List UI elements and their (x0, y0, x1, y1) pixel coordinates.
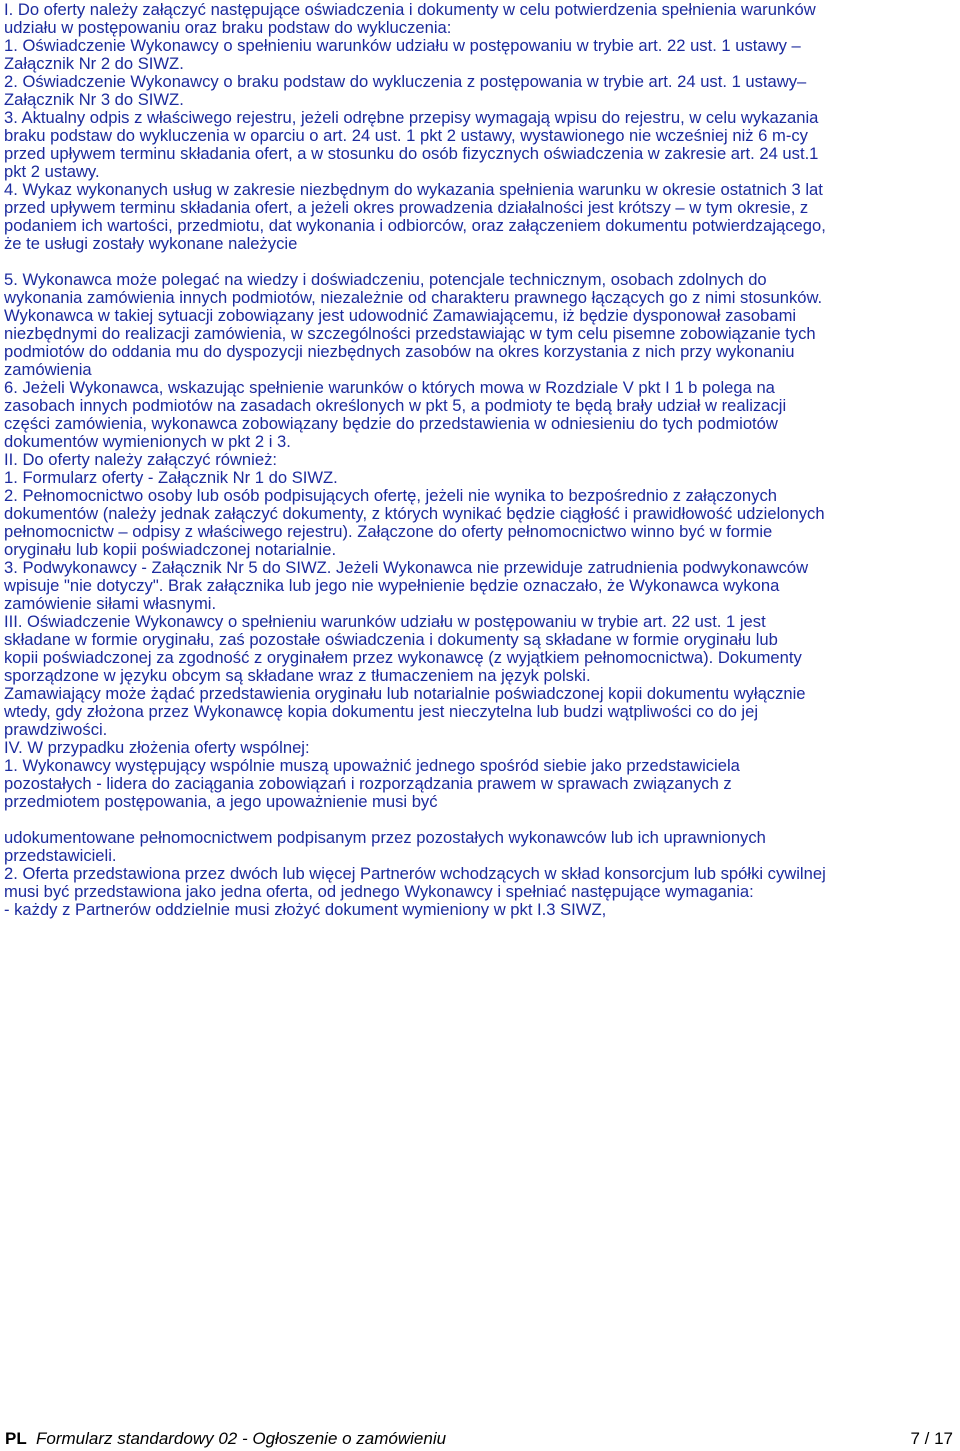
text-line: części zamówienia, wykonawca zobowiązany będzie do przedstawienia w odniesieniu do tych podmiotów (4, 414, 778, 433)
text-line: 5. Wykonawca może polegać na wiedzy i doświadczeniu, potencjale technicznym, osobach zdolnych do (4, 270, 767, 289)
text-line: 3. Aktualny odpis z właściwego rejestru, jeżeli odrębne przepisy wymagają wpisu do rejestru, w celu wykazania (4, 108, 819, 127)
text-line: wykonania zamówienia innych podmiotów, niezależnie od charakteru prawnego łączących go z nimi stosunków. (4, 288, 823, 307)
text-line: przedstawicieli. (4, 846, 117, 865)
text-line: zamówienie siłami własnymi. (4, 594, 217, 613)
page-number: 7 / 17 (910, 1429, 953, 1448)
text-line: składane w formie oryginału, zaś pozostałe oświadczenia i dokumenty są składane w formie oryginału lub (4, 630, 778, 649)
text-line: IV. W przypadku złożenia oferty wspólnej: (4, 738, 310, 757)
text-line: zasobach innych podmiotów na zasadach określonych w pkt 5, a podmioty te będą brały udział w realizacji (4, 396, 787, 415)
text-line: pozostałych - lidera do zaciągania zobowiązań i rozporządzania prawem w sprawach związanych z (4, 774, 732, 793)
text-line: 4. Wykaz wykonanych usług w zakresie niezbędnym do wykazania spełnienia warunku w okresie ostatnich 3 lat (4, 180, 823, 199)
text-line: zamówienia (4, 360, 92, 379)
text-line: II. Do oferty należy załączyć również: (4, 450, 277, 469)
text-line: musi być przedstawiona jako jedna oferta, od jednego Wykonawcy i spełniać następujące wymagania: (4, 882, 754, 901)
text-line: dokumentów wymienionych w pkt 2 i 3. (4, 432, 291, 451)
text-line: 2. Pełnomocnictwo osoby lub osób podpisujących ofertę, jeżeli nie wynika to bezpośrednio z załączonych (4, 486, 777, 505)
text-line: III. Oświadczenie Wykonawcy o spełnieniu warunków udziału w postępowaniu w trybie art. 22 ust. 1 jest (4, 612, 766, 631)
text-line: I. Do oferty należy załączyć następujące oświadczenia i dokumenty w celu potwierdzenia spełnienia warunków (4, 0, 816, 19)
text-line: Załącznik Nr 2 do SIWZ. (4, 54, 184, 73)
text-line: 3. Podwykonawcy - Załącznik Nr 5 do SIWZ. Jeżeli Wykonawca nie przewiduje zatrudnienia podwykonawców (4, 558, 809, 577)
text-line: podaniem ich wartości, przedmiotu, dat wykonania i odbiorców, oraz załączeniem dokumentu potwierdzającego, (4, 216, 826, 235)
text-line: przedmiotem postępowania, a jego upoważnienie musi być (4, 792, 438, 811)
text-line: 2. Oświadczenie Wykonawcy o braku podstaw do wykluczenia z postępowania w trybie art. 24 ust. 1 ustawy– (4, 72, 807, 91)
text-line: 6. Jeżeli Wykonawca, wskazując spełnienie warunków o których mowa w Rozdziale V pkt I 1 b polega na (4, 378, 775, 397)
text-line: 2. Oferta przedstawiona przez dwóch lub więcej Partnerów wchodzących w skład konsorcjum lub spółki cywilnej (4, 864, 826, 883)
text-line: przed upływem terminu składania ofert, a w stosunku do osób fizycznych oświadczenia w zakresie art. 24 ust.1 (4, 144, 819, 163)
text-line: niezbędnymi do realizacji zamówienia, w szczególności przedstawiając w tym celu pisemne zobowiązanie tych (4, 324, 816, 343)
text-line: 1. Oświadczenie Wykonawcy o spełnieniu warunków udziału w postępowaniu w trybie art. 22 ust. 1 ustawy – (4, 36, 801, 55)
text-line: prawdziwości. (4, 720, 108, 739)
language-code: PL (5, 1429, 27, 1448)
text-line: wtedy, gdy złożona przez Wykonawcę kopia dokumentu jest nieczytelna lub budzi wątpliwości co do jej (4, 702, 759, 721)
text-line: Wykonawca w takiej sytuacji zobowiązany jest udowodnić Zamawiającemu, iż będzie dysponował zasobami (4, 306, 797, 325)
page-footer (5, 1429, 957, 1451)
text-line: oryginału lub kopii poświadczonej notarialnie. (4, 540, 337, 559)
text-line: 1. Wykonawcy występujący wspólnie muszą upoważnić jednego spośród siebie jako przedstawiciela (4, 756, 740, 775)
text-line: kopii poświadczonej za zgodność z oryginałem przez wykonawcę (z wyjątkiem pełnomocnictwa). Dokumenty (4, 648, 802, 667)
text-line: sporządzone w języku obcym są składane wraz z tłumaczeniem na język polski. (4, 666, 591, 685)
text-line: podmiotów do oddania mu do dyspozycji niezbędnych zasobów na okres korzystania z nich przy wykonaniu (4, 342, 795, 361)
text-line: udokumentowane pełnomocnictwem podpisanym przez pozostałych wykonawców lub ich uprawnionych (4, 828, 766, 847)
text-line: że te usługi zostały wykonane należycie (4, 234, 298, 253)
text-line: 1. Formularz oferty - Załącznik Nr 1 do SIWZ. (4, 468, 338, 487)
text-line: wpisuje "nie dotyczy". Brak załącznika lub jego nie wypełnienie będzie oznaczało, że Wykonawca wykona (4, 576, 780, 595)
text-line: - każdy z Partnerów oddzielnie musi złożyć dokument wymieniony w pkt I.3 SIWZ, (4, 900, 607, 919)
text-line: pkt 2 ustawy. (4, 162, 100, 181)
text-line: pełnomocnictw – odpisy z właściwego rejestru). Załączone do oferty pełnomocnictwo winno być w formie (4, 522, 773, 541)
text-line: Zamawiający może żądać przedstawienia oryginału lub notarialnie poświadczonej kopii dokumentu wyłącznie (4, 684, 806, 703)
text-line: dokumentów (należy jednak załączyć dokumenty, z których wynikać będzie ciągłość i prawidłowość udzielonych (4, 504, 825, 523)
text-line: udziału w postępowaniu oraz braku podstaw do wykluczenia: (4, 18, 452, 37)
text-line: przed upływem terminu składania ofert, a jeżeli okres prowadzenia działalności jest krótszy – w tym okresie, z (4, 198, 809, 217)
text-line: Załącznik Nr 3 do SIWZ. (4, 90, 184, 109)
form-title: Formularz standardowy 02 - Ogłoszenie o zamówieniu (36, 1429, 447, 1448)
text-line: braku podstaw do wykluczenia w oparciu o art. 24 ust. 1 pkt 2 ustawy, wystawionego nie wcześniej niż 6 m-cy (4, 126, 808, 145)
